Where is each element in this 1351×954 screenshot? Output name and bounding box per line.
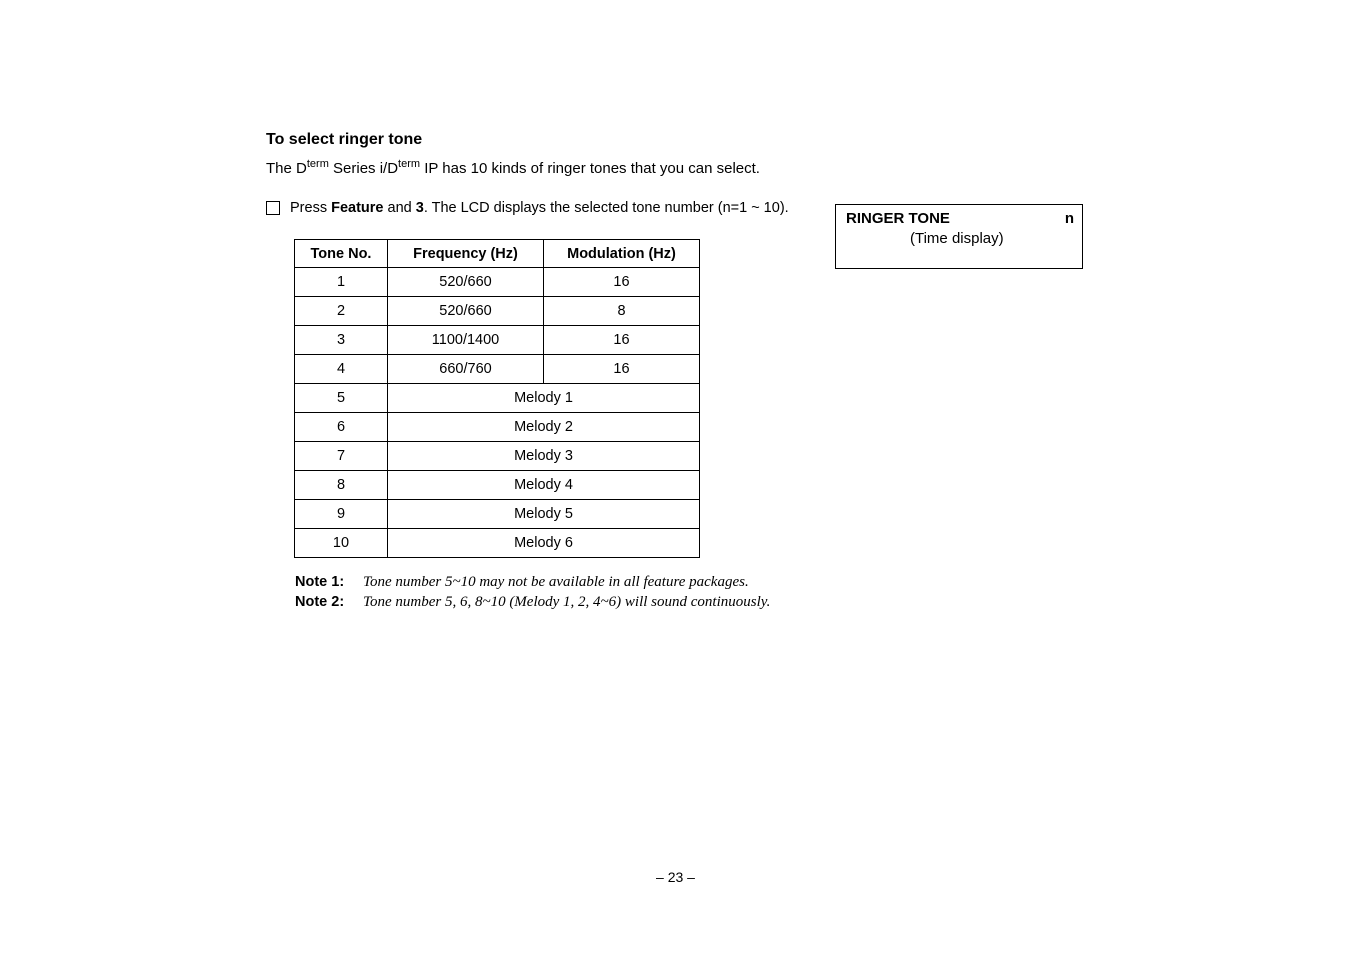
table-row xyxy=(295,326,700,355)
table-row xyxy=(295,442,700,471)
page-number: – 23 – xyxy=(656,869,695,885)
notes xyxy=(295,572,770,612)
cell-tone-no: 10 xyxy=(295,529,388,558)
note-1 xyxy=(295,572,770,592)
table-row xyxy=(295,384,700,413)
note-2 xyxy=(295,592,770,612)
lcd-display xyxy=(835,204,1083,269)
ringer-tone-table xyxy=(294,239,700,558)
cell-modulation: 8 xyxy=(544,297,700,326)
header-frequency: Frequency (Hz) xyxy=(388,240,544,268)
table-row xyxy=(295,268,700,297)
cell-melody: Melody 1 xyxy=(388,384,700,413)
header-modulation: Modulation (Hz) xyxy=(544,240,700,268)
step-instruction xyxy=(266,200,789,216)
cell-melody: Melody 4 xyxy=(388,471,700,500)
note-label: Note 1: xyxy=(295,574,345,590)
table-row xyxy=(295,471,700,500)
cell-tone-no: 9 xyxy=(295,500,388,529)
cell-tone-no: 5 xyxy=(295,384,388,413)
lcd-tone-number: n xyxy=(1064,210,1074,227)
cell-melody: Melody 6 xyxy=(388,529,700,558)
cell-tone-no: 7 xyxy=(295,442,388,471)
note-text: Tone number 5, 6, 8~10 (Melody 1, 2, 4~6) will sound continuously. xyxy=(363,593,771,610)
cell-frequency: 660/760 xyxy=(388,355,544,384)
step-key-3: 3 xyxy=(415,200,424,216)
intro-text-3: IP has 10 kinds of ringer tones that you can select. xyxy=(420,160,760,177)
section-heading: To select ringer tone xyxy=(266,131,423,148)
table-row xyxy=(295,529,700,558)
step-text-3: . The LCD displays the selected tone number (n=1 ~ 10). xyxy=(423,200,789,216)
cell-tone-no: 8 xyxy=(295,471,388,500)
cell-frequency: 520/660 xyxy=(388,297,544,326)
step-checkbox-icon xyxy=(266,201,280,215)
table-header-row xyxy=(295,240,700,268)
cell-frequency: 1100/1400 xyxy=(388,326,544,355)
cell-tone-no: 4 xyxy=(295,355,388,384)
step-text-2: and xyxy=(383,200,416,216)
cell-tone-no: 2 xyxy=(295,297,388,326)
intro-sup-1: term xyxy=(306,158,329,170)
step-feature-key: Feature xyxy=(331,200,384,216)
cell-modulation: 16 xyxy=(544,268,700,297)
cell-modulation: 16 xyxy=(544,326,700,355)
intro-text-2: Series i/D xyxy=(328,160,399,177)
intro-paragraph xyxy=(266,160,760,177)
cell-tone-no: 1 xyxy=(295,268,388,297)
table-row xyxy=(295,297,700,326)
note-text: Tone number 5~10 may not be available in all feature packages. xyxy=(363,573,749,590)
table-row xyxy=(295,355,700,384)
cell-tone-no: 6 xyxy=(295,413,388,442)
cell-melody: Melody 5 xyxy=(388,500,700,529)
table-row xyxy=(295,413,700,442)
cell-melody: Melody 2 xyxy=(388,413,700,442)
lcd-subtitle: (Time display) xyxy=(910,230,1004,247)
cell-melody: Melody 3 xyxy=(388,442,700,471)
step-text-1: Press xyxy=(290,200,332,216)
intro-sup-2: term xyxy=(398,158,421,170)
cell-tone-no: 3 xyxy=(295,326,388,355)
lcd-title: RINGER TONE xyxy=(846,210,950,227)
note-label: Note 2: xyxy=(295,594,345,610)
header-tone-no: Tone No. xyxy=(295,240,388,268)
table-row xyxy=(295,500,700,529)
intro-text-1: The D xyxy=(266,160,307,177)
cell-modulation: 16 xyxy=(544,355,700,384)
cell-frequency: 520/660 xyxy=(388,268,544,297)
